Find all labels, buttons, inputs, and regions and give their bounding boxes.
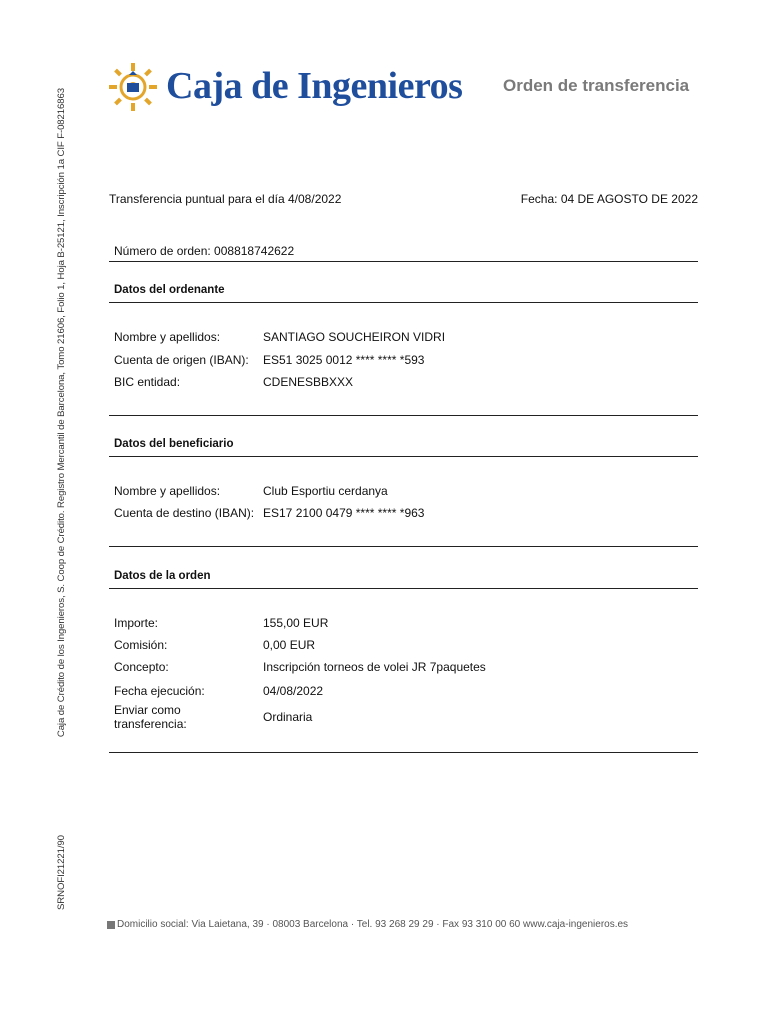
transfer-date-line: Transferencia puntual para el día 4/08/2022 xyxy=(109,192,342,206)
caja-ingenieros-seal-icon xyxy=(107,61,159,113)
row-label: Nombre y apellidos: xyxy=(114,330,221,344)
row-label: Nombre y apellidos: xyxy=(114,484,221,498)
divider xyxy=(109,588,698,589)
row-label: Importe: xyxy=(114,616,159,630)
divider xyxy=(109,302,698,303)
row-label: BIC entidad: xyxy=(114,375,181,389)
document-title: Orden de transferencia xyxy=(503,76,690,95)
amount-value: 155,00 EUR xyxy=(263,616,329,630)
row-label: Cuenta de origen (IBAN): xyxy=(114,353,249,367)
divider xyxy=(109,415,698,416)
transfer-type-value: Ordinaria xyxy=(263,710,313,724)
row-label: Cuenta de destino (IBAN): xyxy=(114,506,255,520)
section-heading-ordenante: Datos del ordenante xyxy=(114,284,225,296)
side-legal: Caja de Crédito de los Ingenieros, S. Coop de Crédito. Registro Mercantil de Barcelona, Tomo 21606, Folio 1, Hoja B-25121, Inscripción 1a CIF F-08216863 xyxy=(56,88,67,738)
divider xyxy=(109,752,698,753)
order-number: Número de orden: 008818742622 xyxy=(114,244,295,258)
ordenante-bic: CDENESBBXXX xyxy=(263,375,354,389)
document-date: Fecha: 04 DE AGOSTO DE 2022 xyxy=(520,192,698,206)
concept-value: Inscripción torneos de volei JR 7paquetes xyxy=(263,660,486,674)
ordenante-iban: ES51 3025 0012 **** **** *593 xyxy=(263,353,425,367)
commission-value: 0,00 EUR xyxy=(263,638,316,652)
footer-address xyxy=(107,919,628,930)
row-label-line1: Enviar como xyxy=(114,703,181,717)
row-label-line2: transferencia: xyxy=(114,717,187,731)
row-label: Concepto: xyxy=(114,660,169,674)
beneficiario-name: Club Esportiu cerdanya xyxy=(263,484,388,498)
divider xyxy=(109,546,698,547)
section-heading-orden: Datos de la orden xyxy=(114,570,211,582)
footer-text: Domicilio social: Via Laietana, 39 · 08003 Barcelona · Tel. 93 268 29 29 · Fax 93 310 00 60 www.caja-ingenieros.es xyxy=(117,919,629,930)
row-label: Comisión: xyxy=(114,638,168,652)
row-label: Fecha ejecución: xyxy=(114,684,205,698)
divider xyxy=(109,261,698,262)
square-bullet-icon xyxy=(107,921,115,929)
brand-name: Caja de Ingenieros xyxy=(166,65,463,107)
execution-date-value: 04/08/2022 xyxy=(263,684,324,698)
side-code: SRNOFI21221/90 xyxy=(56,835,67,910)
beneficiario-iban: ES17 2100 0479 **** **** *963 xyxy=(263,506,425,520)
section-heading-beneficiario: Datos del beneficiario xyxy=(114,438,234,450)
divider xyxy=(109,456,698,457)
ordenante-name: SANTIAGO SOUCHEIRON VIDRI xyxy=(263,330,446,344)
side-legal-text xyxy=(56,88,67,910)
